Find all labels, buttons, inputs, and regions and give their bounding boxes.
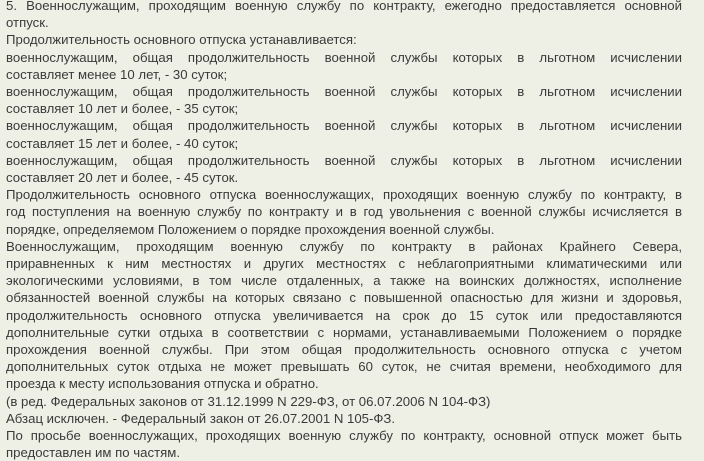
text-line: порядке, определяемом Положением о порядке прохождения военной службы. <box>6 221 495 237</box>
text-line: 5. Военнослужащим, проходящим военную службу по контракту, ежегодно предоставляется основной <box>6 0 682 13</box>
document-text <box>6 0 682 461</box>
text-line: составляет менее 10 лет, - 30 суток; <box>6 66 228 82</box>
text-line: год поступления на военную службу по контракту и в год увольнения с военной службы исчисляется в <box>6 204 682 220</box>
text-line: Военнослужащим, проходящим военную службу по контракту в районах Крайнего Севера, <box>6 238 682 254</box>
text-line: Продолжительность основного отпуска военнослужащих, проходящих военную службу по контракту, в <box>6 187 682 203</box>
text-line: (в ред. Федеральных законов от 31.12.1999 N 229-ФЗ, от 06.07.2006 N 104-ФЗ) <box>6 393 491 409</box>
text-line: экологическими условиями, в том числе отдаленных, а также на воинских должностях, исполнение <box>6 273 682 289</box>
text-line: Продолжительность основного отпуска устанавливается: <box>6 32 357 48</box>
text-line: продолжительность основного отпуска увеличивается на срок до 15 суток или предоставляются <box>6 307 682 323</box>
text-line: военнослужащим, общая продолжительность военной службы которых в льготном исчислении <box>6 49 682 65</box>
text-line: приравненных к ним местностях и других местностях с неблагоприятными климатическими или <box>6 256 682 272</box>
text-line: дополнительные сутки отдыха в соответствии с нормами, устанавливаемыми Положением о порядке <box>6 324 682 340</box>
text-line: составляет 15 лет и более, - 40 суток; <box>6 135 239 151</box>
text-line: дополнительных суток отдыха не может превышать 60 суток, не считая времени, необходимого для <box>6 359 682 375</box>
text-line: предоставлен им по частям. <box>6 445 180 461</box>
text-line: прохождения военной службы. При этом общая продолжительность основного отпуска с учетом <box>6 342 682 358</box>
text-line: составляет 10 лет и более, - 35 суток; <box>6 101 239 117</box>
text-line: составляет 20 лет и более, - 45 суток. <box>6 170 239 186</box>
text-line: проезда к месту использования отпуска и обратно. <box>6 376 319 392</box>
text-line: Абзац исключен. - Федеральный закон от 26.07.2001 N 105-ФЗ. <box>6 410 396 426</box>
text-line: военнослужащим, общая продолжительность военной службы которых в льготном исчислении <box>6 118 682 134</box>
text-line: военнослужащим, общая продолжительность военной службы которых в льготном исчислении <box>6 152 682 168</box>
text-line: По просьбе военнослужащих, проходящих военную службу по контракту, основной отпуск может быть <box>6 428 682 444</box>
text-line: обязанностей военной службы на которых связано с повышенной опасностью для жизни и здоровья, <box>6 290 682 306</box>
text-line: военнослужащим, общая продолжительность военной службы которых в льготном исчислении <box>6 84 682 100</box>
text-line: отпуск. <box>6 15 49 31</box>
